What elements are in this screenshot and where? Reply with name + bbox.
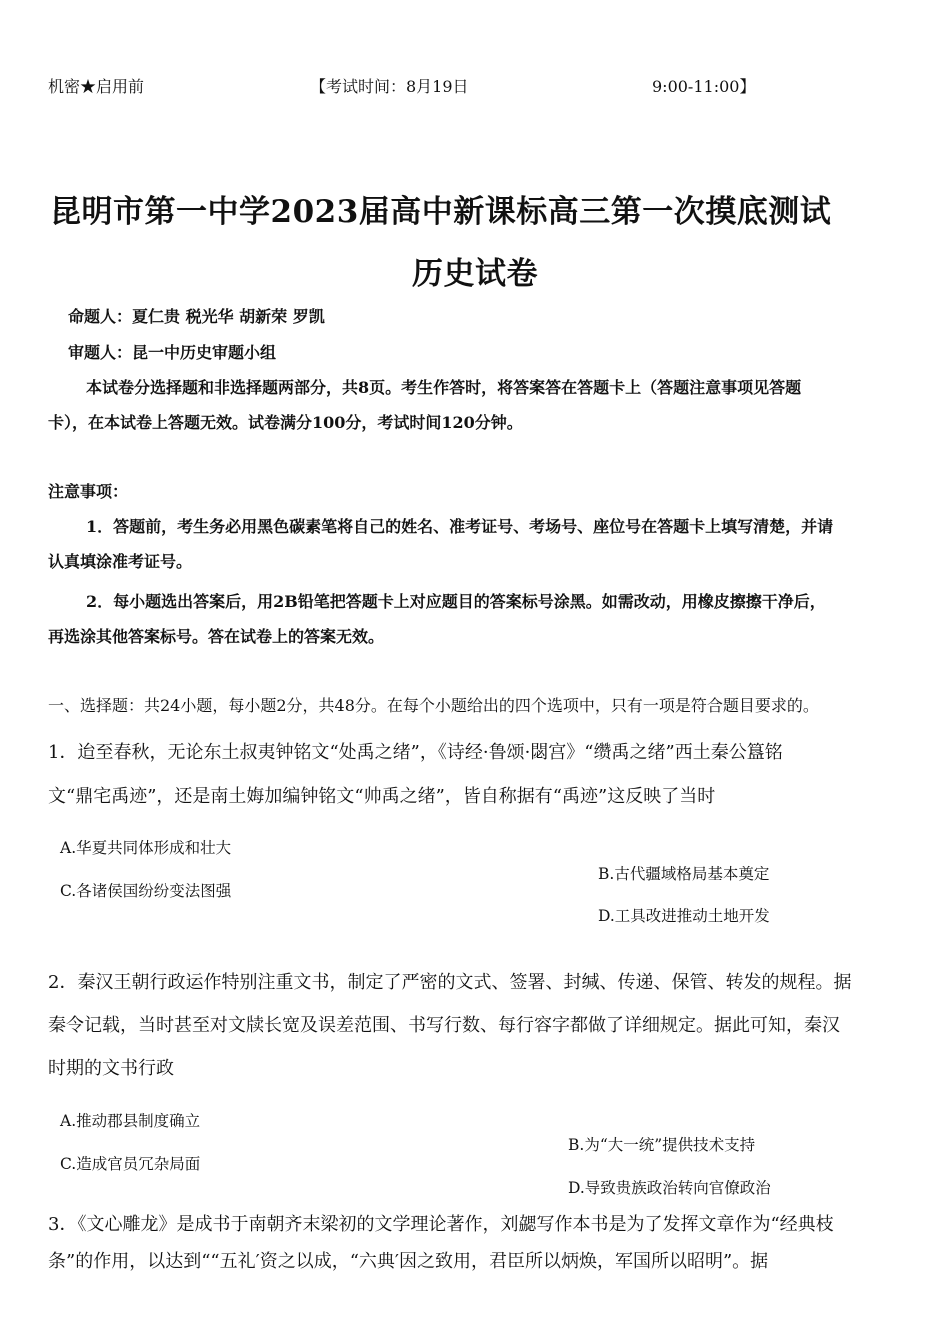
question-1-stem-line-2: 文“鼎宅禹迹”，还是南土娒加编钟铭文“帅禹之绪”，皆自称据有“禹迹”这反映了当时: [48, 786, 716, 807]
question-2-stem-line-3: 时期的文书行政: [48, 1058, 174, 1079]
question-2-stem-line-2: 秦令记载，当时甚至对文牍长宽及误差范围、书写行数、每行容字都做了详细规定。据此可知，秦汉: [48, 1015, 840, 1036]
confidential-label: 机密★启用前: [48, 77, 145, 96]
exam-time-end: 9:00-11:00】: [652, 77, 756, 96]
question-1-stem-line-1: 1．迨至春秋，无论东土叔夷钟铭文“处禹之绪”，《诗经·鲁颂·閟宫》“缵禹之绪”西土秦公簋铭: [48, 742, 783, 763]
note-1-line-1: 1．答题前，考生务必用黑色碳素笔将自己的姓名、准考证号、考场号、座位号在答题卡上填写清楚，并请: [86, 517, 834, 536]
question-reviewers: 审题人：昆一中历史审题小组: [68, 343, 277, 362]
question-2-option-a: A.推动郡县制度确立: [60, 1112, 201, 1130]
question-2-option-d: D.导致贵族政治转向官僚政治: [568, 1179, 771, 1197]
question-1-option-c: C.各诸侯国纷纷变法图强: [60, 882, 232, 900]
question-1-option-a: A.华夏共同体形成和壮大: [60, 839, 232, 857]
question-setters: 命题人：夏仁贵 税光华 胡新荣 罗凯: [68, 307, 325, 326]
question-1-option-b: B.古代疆域格局基本奠定: [598, 865, 770, 883]
question-2-option-b: B.为“大一统”提供技术支持: [568, 1136, 756, 1154]
question-2-option-c: C.造成官员冗杂局面: [60, 1155, 201, 1173]
exam-time-start: 【考试时间：8月19日: [310, 77, 469, 96]
note-2-line-1: 2．每小题选出答案后，用2B铅笔把答题卡上对应题目的答案标号涂黑。如需改动，用橡皮擦擦干净后，: [86, 592, 826, 611]
question-2-stem-line-1: 2．秦汉王朝行政运作特别注重文书，制定了严密的文式、签署、封缄、传递、保管、转发的规程。据: [48, 972, 852, 993]
page-subtitle: 历史试卷: [412, 256, 538, 292]
section-instruction: 一、选择题：共24小题，每小题2分，共48分。在每个小题给出的四个选项中，只有一项是符合题目要求的。: [48, 696, 819, 715]
intro-line-2: 卡），在本试卷上答题无效。试卷满分100分，考试时间120分钟。: [48, 413, 523, 432]
note-1-line-2: 认真填涂准考证号。: [48, 552, 193, 571]
intro-line-1: 本试卷分选择题和非选择题两部分，共8页。考生作答时，将答案答在答题卡上（答题注意事项见答题: [86, 378, 802, 397]
page-title: 昆明市第一中学2023届高中新课标高三第一次摸底测试: [50, 194, 832, 230]
question-3-stem-line-2: 条”的作用，以达到““五礼′资之以成，“六典′因之致用，君臣所以炳焕，军国所以昭明”。据: [48, 1251, 769, 1272]
note-2-line-2: 再选涂其他答案标号。答在试卷上的答案无效。: [48, 627, 385, 646]
question-3-stem-line-1: 3．《文心雕龙》是成书于南朝齐末梁初的文学理论著作，刘勰写作本书是为了发挥文章作为“经典枝: [48, 1214, 834, 1235]
notes-heading: 注意事项：: [48, 482, 129, 501]
question-1-option-d: D.工具改进推动土地开发: [598, 907, 770, 925]
